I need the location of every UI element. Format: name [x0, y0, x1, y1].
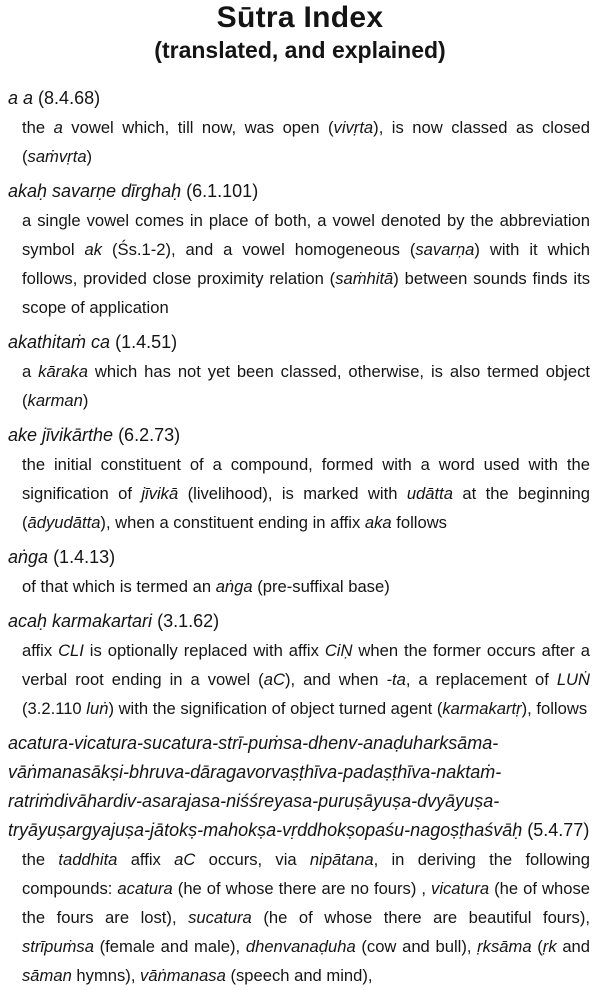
italic-term: acatura: [117, 879, 173, 898]
sutra-text: a a: [8, 88, 34, 108]
explanation-text: follows: [391, 513, 447, 532]
italic-term: saṁvṛta: [27, 147, 87, 166]
italic-term: karmakartṛ: [442, 699, 522, 718]
explanation-text: occurs, via: [195, 850, 310, 869]
italic-term: aC: [263, 670, 285, 689]
explanation-text: vowel which, till now, was open (: [62, 118, 334, 137]
sutra-entry: [8, 607, 590, 723]
italic-term: -ta: [386, 670, 406, 689]
sutra-text: acatura-vicatura-sucatura-strī-puṁsa-dhenv-anaḍuharksāma-vāṅmanasākṣi-bhruva-dāragavorvaṣṭhīva-padaṣṭhīva-naktaṁ-ratriṁdivāhardiv-asarajasa-niśśreyasa-puruṣāyuṣa-dvyāyuṣa-tryāyuṣargyajuṣa-jātokṣ-mahokṣa-vṛddhokṣopaśu-nagoṣṭhaśvāḥ: [8, 733, 523, 840]
italic-term: saṁhitā: [335, 269, 394, 288]
italic-term: vivṛta: [333, 118, 374, 137]
explanation-text: affix: [22, 641, 59, 660]
explanation-text: (he of whose there are no fours) ,: [172, 879, 432, 898]
italic-term: udātta: [406, 484, 453, 503]
italic-term: taddhita: [58, 850, 118, 869]
explanation-text: (he of whose there are beautiful fours),: [251, 908, 590, 927]
explanation-text: affix: [117, 850, 175, 869]
explanation-text: (: [531, 937, 543, 956]
explanation-text: a: [22, 362, 39, 381]
explanation-text: ): [86, 147, 93, 166]
italic-term: kāraka: [38, 362, 88, 381]
explanation-text: the: [22, 850, 59, 869]
sutra-entry: [8, 543, 590, 601]
explanation-text: ) with it which follows, provided close proximity relation (: [22, 240, 591, 288]
explanation-text: of that which is termed an: [22, 577, 216, 596]
explanation-text: (he of whose the fours are lost),: [22, 879, 590, 927]
sutra-reference: (6.1.101): [186, 181, 259, 201]
explanation-text: ) between sounds finds its scope of application: [22, 269, 591, 317]
italic-term: vāṅmanasa: [140, 966, 226, 985]
explanation-text: is optionally replaced with affix: [83, 641, 325, 660]
sutra-entry: [8, 328, 590, 415]
explanation-text: , a replacement of: [405, 670, 557, 689]
italic-term: vicatura: [431, 879, 490, 898]
sutra-text: aṅga: [8, 547, 49, 567]
sutra-entry: [8, 729, 590, 990]
italic-term: aṅga: [215, 577, 253, 596]
sutra-entry: [8, 177, 590, 322]
sutra-heading: [8, 421, 590, 450]
sutra-text: ake jīvikārthe: [8, 425, 114, 445]
sutra-explanation: [22, 450, 590, 537]
explanation-text: hymns),: [71, 966, 141, 985]
explanation-text: (speech and mind),: [225, 966, 373, 985]
sutra-heading: [8, 328, 590, 357]
explanation-text: when the former occurs after a verbal root ending in a vowel (: [22, 641, 590, 689]
explanation-text: at the beginning (: [22, 484, 591, 532]
italic-term: ādyudātta: [27, 513, 101, 532]
page-title: Sūtra Index: [216, 1, 384, 34]
sutra-entry-list: [0, 64, 600, 990]
italic-term: luṅ: [86, 699, 109, 718]
sutra-explanation: [22, 206, 590, 322]
explanation-text: the: [22, 118, 54, 137]
italic-term: ak: [84, 240, 103, 259]
sutra-explanation: [22, 113, 590, 171]
italic-term: strīpuṁsa: [22, 937, 94, 956]
sutra-entry: [8, 421, 590, 537]
italic-term: ṛksāma: [477, 937, 532, 956]
explanation-text: a single vowel comes in place of both, a vowel denoted by the abbreviation symbol: [22, 211, 590, 259]
sutra-entry: [8, 84, 590, 171]
sutra-heading: [8, 543, 590, 572]
italic-term: aka: [364, 513, 392, 532]
sutra-reference: (5.4.77): [527, 820, 590, 840]
sutra-reference: (8.4.68): [38, 88, 101, 108]
italic-term: dhenvanaḍuha: [245, 937, 356, 956]
explanation-text: (Śs.1-2), and a vowel homogeneous (: [102, 240, 416, 259]
explanation-text: ), is now classed as closed (: [22, 118, 590, 166]
italic-term: sucatura: [188, 908, 252, 927]
sutra-text: akathitaṁ ca: [8, 332, 111, 352]
sutra-reference: (1.4.13): [53, 547, 116, 567]
italic-term: jīvikā: [141, 484, 179, 503]
sutra-heading: [8, 607, 590, 636]
sutra-explanation: [22, 845, 590, 990]
sutra-heading: [8, 729, 590, 845]
explanation-text: ), follows: [521, 699, 588, 718]
explanation-text: the initial constituent of a compound, formed with a word used with the signification of: [22, 455, 590, 503]
italic-term: ṛk: [542, 937, 557, 956]
explanation-text: (livelihood), is marked with: [178, 484, 407, 503]
explanation-text: and: [556, 937, 591, 956]
explanation-text: ) with the signification of object turned agent (: [108, 699, 443, 718]
italic-term: nipātana: [309, 850, 374, 869]
sutra-explanation: [22, 357, 590, 415]
italic-term: CiṆ: [324, 641, 353, 660]
italic-term: sāman: [22, 966, 72, 985]
sutra-explanation: [22, 636, 590, 723]
explanation-text: (3.2.110: [22, 699, 87, 718]
explanation-text: (female and male),: [93, 937, 246, 956]
explanation-text: ), when a constituent ending in affix: [100, 513, 365, 532]
page-subtitle: (translated, and explained): [154, 37, 446, 63]
explanation-text: , in deriving the following compounds:: [22, 850, 591, 898]
italic-term: aC: [174, 850, 196, 869]
italic-term: LUṄ: [556, 670, 591, 689]
sutra-heading: [8, 177, 590, 206]
explanation-text: (cow and bull),: [355, 937, 478, 956]
sutra-reference: (6.2.73): [118, 425, 181, 445]
sutra-reference: (3.1.62): [157, 611, 220, 631]
italic-term: savarṇa: [415, 240, 475, 259]
sutra-text: akaḥ savarṇe dīrghaḥ: [8, 181, 182, 201]
explanation-text: ): [82, 391, 89, 410]
explanation-text: which has not yet been classed, otherwise, is also termed object (: [22, 362, 590, 410]
sutra-heading: [8, 84, 590, 113]
italic-term: karman: [27, 391, 83, 410]
sutra-text: acaḥ karmakartari: [8, 611, 153, 631]
italic-term: a: [53, 118, 63, 137]
sutra-reference: (1.4.51): [115, 332, 178, 352]
italic-term: CLI: [58, 641, 84, 660]
explanation-text: ), and when: [284, 670, 387, 689]
sutra-explanation: [22, 572, 590, 601]
explanation-text: (pre-suffixal base): [252, 577, 390, 596]
